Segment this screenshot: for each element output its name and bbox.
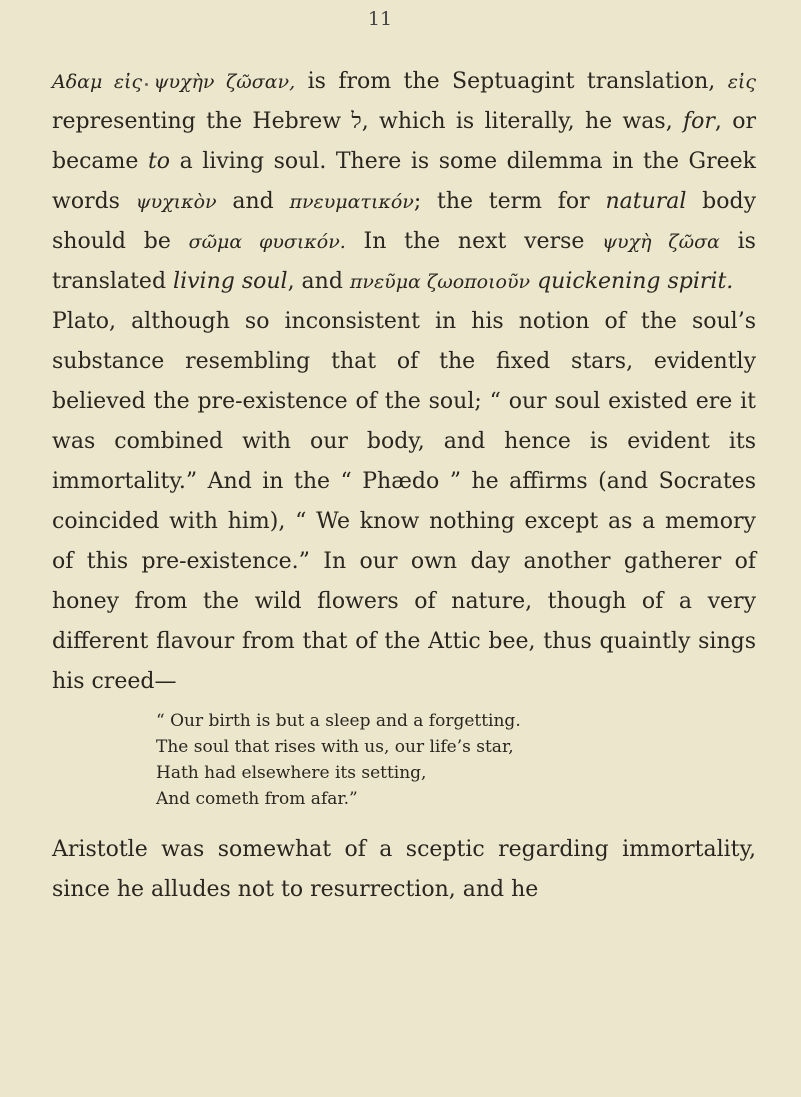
paragraph-aristotle: Aristotle was somewhat of a sceptic regarding immortality, since he alludes not to resurrection, and he [52, 837, 756, 902]
poem-line: And cometh from afar.” [156, 789, 358, 809]
text-segment: is from the Septuagint translation, [295, 69, 728, 94]
poem-line: The soul that rises with us, our life’s star, [156, 737, 514, 757]
poem-line: “ Our birth is but a sleep and a forgetting. [156, 711, 521, 731]
body-text [52, 62, 756, 910]
italic-to: to [147, 149, 171, 174]
italic-living-soul: living soul [173, 269, 288, 294]
paragraph-plato: Plato, although so inconsistent in his notion of the soul’s substance resembling that of the fixed stars, evidently believed the pre-existence of the soul; “ our soul existed ere it was combined with our body, and hence is evident its immortality.” And in the “ Phædo ” he affirms (and Socrates coincided with him), “ We know nothing except as a memory of this pre-existence.” In our own day another gatherer of honey from the wild flowers of nature, though of a very different flavour from that of the Attic bee, thus quaintly sings his creed— [52, 309, 756, 694]
text-segment: representing the Hebrew [52, 109, 352, 134]
text-segment: a living soul. There is some dilemma in the Greek words [52, 149, 756, 214]
greek-pneumatikon: πνευματικόν [289, 191, 414, 213]
greek-eis: εἰς [727, 71, 756, 93]
italic-for: for [683, 109, 715, 134]
text-segment: and [216, 189, 290, 214]
italic-natural: natural [605, 189, 687, 214]
greek-psychikon: ψυχικὸν [135, 191, 217, 213]
text-segment: , or became [52, 109, 756, 174]
hebrew-lamed: ל [351, 109, 362, 134]
text-segment: , which is literally, he was, [361, 109, 684, 134]
text-segment: , and [287, 269, 350, 294]
text-segment: ; the term for [413, 189, 606, 214]
page-number: 11 [367, 8, 393, 30]
poem-quotation [156, 708, 756, 812]
paragraph-septuagint [52, 62, 756, 302]
poem-line: Hath had elsewhere its setting, [156, 763, 427, 783]
text-segment: In the next verse [345, 229, 603, 254]
italic-quickening-spirit: quickening spirit. [537, 269, 734, 294]
greek-soma-physikon: σῶμα φυσικόν. [188, 231, 346, 253]
text-segment: body should be [52, 189, 756, 254]
greek-pneuma-zoopoioun: πνεῦμα ζωοποιοῦν [349, 271, 531, 293]
greek-psyche-zosa: ψυχὴ ζῶσα [602, 231, 720, 253]
greek-adam-phrase: Αδαμ εἰς ψυχὴν ζῶσαν, [52, 71, 296, 93]
text-segment: is translated [52, 229, 756, 294]
